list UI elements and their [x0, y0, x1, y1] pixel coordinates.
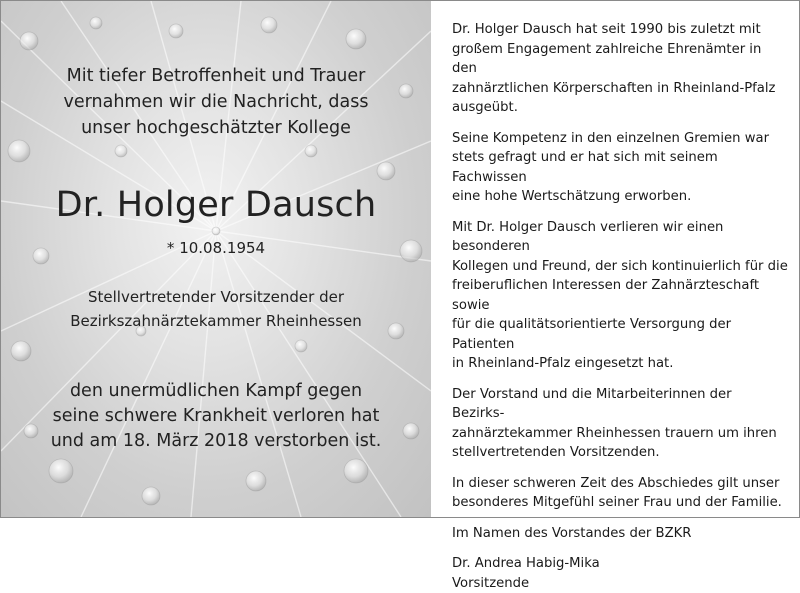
text-line: in Rheinland-Pfalz eingesetzt hat. — [452, 356, 673, 371]
birth-date: * 10.08.1954 — [1, 238, 431, 258]
left-panel — [1, 1, 431, 517]
tribute-text — [452, 20, 788, 593]
closing-text — [1, 379, 431, 454]
text-line: besonderes Mitgefühl seiner Frau und der Familie. — [452, 495, 782, 510]
tribute-paragraph — [452, 524, 788, 544]
signature-name: Dr. Andrea Habig-Mika — [452, 554, 788, 574]
text-line: In dieser schweren Zeit des Abschiedes gilt unser — [452, 476, 779, 491]
text-line: Dr. Holger Dausch hat seit 1990 bis zuletzt mit — [452, 22, 761, 37]
text-line: stellvertretenden Vorsitzenden. — [452, 445, 660, 460]
text-line: Mit Dr. Holger Dausch verlieren wir einen besonderen — [452, 220, 723, 255]
text-line: für die qualitätsorientierte Versorgung der Patienten — [452, 317, 731, 352]
deceased-name: Dr. Holger Dausch — [1, 183, 431, 227]
text-line: Im Namen des Vorstandes der BZKR — [452, 526, 691, 541]
closing-line: seine schwere Krankheit verloren hat — [1, 404, 431, 429]
intro-line: vernahmen wir die Nachricht, dass — [1, 89, 431, 115]
signature-title: Vorsitzende — [452, 574, 788, 593]
intro-text — [1, 63, 431, 141]
tribute-paragraph — [452, 474, 788, 513]
text-line: Seine Kompetenz in den einzelnen Gremien war — [452, 131, 769, 146]
text-line: zahnärztekammer Rheinhessen trauern um ihren — [452, 426, 777, 441]
closing-line: und am 18. März 2018 verstorben ist. — [1, 429, 431, 454]
intro-line: Mit tiefer Betroffenheit und Trauer — [1, 63, 431, 89]
role-line: Bezirkszahnärztekammer Rheinhessen — [1, 309, 431, 333]
tribute-paragraph — [452, 218, 788, 374]
tribute-paragraph — [452, 385, 788, 463]
tribute-paragraph — [452, 20, 788, 118]
text-line: großem Engagement zahlreiche Ehrenämter in den — [452, 42, 761, 77]
text-line: stets gefragt und er hat sich mit seinem Fachwissen — [452, 150, 718, 185]
closing-line: den unermüdlichen Kampf gegen — [1, 379, 431, 404]
text-line: ausgeübt. — [452, 100, 518, 115]
tribute-paragraph — [452, 129, 788, 207]
text-line: freiberuflichen Interessen der Zahnärzteschaft sowie — [452, 278, 759, 313]
text-line: Kollegen und Freund, der sich kontinuierlich für die — [452, 259, 788, 274]
role-line: Stellvertretender Vorsitzender der — [1, 285, 431, 309]
deceased-role — [1, 285, 431, 333]
text-line: zahnärztlichen Körperschaften in Rheinland-Pfalz — [452, 81, 775, 96]
text-line: eine hohe Wertschätzung erworben. — [452, 189, 691, 204]
text-line: Der Vorstand und die Mitarbeiterinnen der Bezirks- — [452, 387, 732, 422]
intro-line: unser hochgeschätzter Kollege — [1, 115, 431, 141]
